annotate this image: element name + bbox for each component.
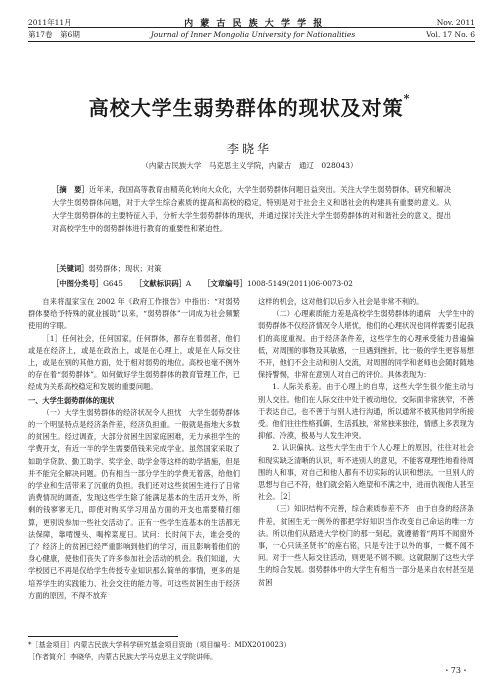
- abstract-text: 近年来，我国高等教育由精英化转向大众化，大学生弱势群体问题日益突出。关注大学生弱势群体，研究和解决大学生弱势群体问题，对于大学生综合素质的提高和高校的稳定，特别是对于社会主义和谐社会的构建具有重要的意义。从大学生弱势群体的主要特征入手，分析大学生弱势群体的现状，并通过探讨关注大学生弱势群体的对和谐社会的意义，提出对高校学生中的弱势群体进行教育的重要性和紧迫性。: [52, 185, 451, 233]
- title-footnote-mark: *: [403, 92, 411, 105]
- author-affiliation: （内蒙古民族大学 马克思主义学院，内蒙古 通辽 028043）: [141, 161, 358, 170]
- journal-name-cn: 内 蒙 古 民 族 大 学 学 报: [184, 19, 325, 29]
- footnote-rule: [28, 636, 178, 637]
- doc-code-text: A: [185, 279, 192, 288]
- article-id-label: ［文章编号］: [203, 279, 247, 288]
- volume-en: Vol. 17 No. 6: [426, 30, 475, 39]
- header-rule-thin: [28, 27, 475, 28]
- footnote-fund: *［基金项目］内蒙古民族大学科学研究基金项目资助（项目编号：MDX2010023）: [28, 641, 291, 649]
- footnote-author: ［作者简介］李晓华，内蒙古民族大学马克思主义学院讲师。: [28, 653, 217, 661]
- keywords-text: 弱势群体；现状；对策: [88, 264, 162, 273]
- class-text: G645: [103, 279, 123, 288]
- header-rule-thick: [28, 41, 475, 42]
- article-title-text: 高校大学生弱势群体的现状及对策: [88, 96, 404, 120]
- page-number: ・73・: [442, 666, 469, 675]
- abstract: [52, 183, 451, 235]
- body-paragraph: 自来将温家宝在 2002 年《政府工作报告》中指出：“对弱势群体要给予特殊的就业援助”以来，“弱势群体”一词成为社会频繁使用的字眼。: [28, 297, 240, 331]
- author-name: 李晓华: [226, 142, 272, 156]
- abstract-label: ［摘 要］: [52, 185, 89, 194]
- classification-line: [52, 279, 353, 289]
- volume-cn: 第17卷 第6期: [28, 30, 80, 39]
- body-paragraph: 这样的机会，这对他们以后步入社会是非常不利的。: [258, 297, 424, 306]
- class-label: ［中图分类号］: [52, 279, 104, 288]
- subsection-paragraph: （二）心理素质能力差是高校学生弱势群体的通病 大学生中的弱势群体不仅经济情况令人堪忧，他们的心理状况也同样需要引起我们的高度重视。由于经济条件差，这些学生的心理承受能力普遍偏低，对周围的事物及其敏感，一旦遇到挫折，比一般的学生更容易想不开，他们不会主动和别人交流，对周围的同学和老师也会随时随地保持警惕，非常在意别人对自己的评价。具体表现为：: [258, 309, 474, 380]
- article-title: [0, 92, 499, 121]
- subsection-paragraph: （三）知识结构不完善，综合素质参差不齐 由于自身的经济条件差，贫困生无一例外的都把学好知识当作改变自己命运的唯一方法。所以他们从踏进大学校门的那一刻起，就遵循着“两耳不闻窗外事，一心只读圣贤书”的座右铭，只是专注于以外的事，一概不闻不问。对于一些人际交往活动，则更是不屑不顾。这就限制了这些大学生的综合发展。弱势群体中的大学生有相当一部分是来自农村甚至是贫困: [258, 504, 474, 587]
- issue-date-cn: 2011年11月: [28, 18, 72, 27]
- keywords-label: ［关键词］: [52, 264, 89, 273]
- body-paragraph: 1. 人际关系差。由于心理上的自卑，这些大学生很少能主动与别人交往。他们在人际交往中处于被动地位，交际面非常狭窄，不善于表达自己，也不善于与别人进行沟通，所以通常不被其他同学所接受。他们往往性格孤僻，生活孤独，常常独来独往，情感上多表现为抑郁、冷漠，极易与人发生冲突。: [258, 382, 474, 441]
- body-column-right: [258, 296, 474, 589]
- keywords-line: [52, 264, 161, 274]
- running-header-bottom: [28, 29, 475, 40]
- journal-name-en: Journal of Inner Mongolia University for Nationalities: [150, 30, 356, 39]
- issue-date-en: Nov. 2011: [436, 18, 475, 27]
- doc-code-label: ［文献标识码］: [134, 279, 186, 288]
- article-id-text: 1008-5149(2011)06-0073-02: [246, 279, 353, 288]
- body-paragraph: ［1］任何社会，任何国家，任何群体，都存在着弱者，他们或是在经济上，或是在政治上，或是在心理上，或是在人际交往上，或是在别的其他方面，处于相对弱势的地位。高校也毫不例外的存在着“弱势群体”。如何做好学生弱势群体的教育管理工作，已经成为关系高校稳定和发展的重要问题。: [28, 333, 240, 392]
- section-heading: 一、大学生弱势群体的现状: [28, 395, 115, 405]
- body-paragraph: （一）大学生弱势群体的经济状况令人担忧 大学生弱势群体的一个明显特点是经济条件差，经济负担重。一般就是指地大多数的贫困生。经过调查，大部分贫困生因家庭困难，无力承担学生的学费开支，有近一半的学生需要借钱来完成学业。虽然国家采取了如助学贷款、勤工助学、奖学金、助学金等这样的助学措施，但是并不能完全解决问题。仍有相当一部分学生的学费无着落，给他们的学业和生活带来了沉重的负担。我们还对这些贫困生进行了日常消费情况的调查，发现这些学生除了能满足基本的生活开支外，所剩的钱寥寥无几，即使对购买学习用品方面的开支也需要精打细算，更别说参加一些社交活动了。正有一些学生连基本的生活都无法保障，靠啃馒头、喝榨菜度日。试问：长时间下去，谁会受的了？经济上的贫困已经严重影响到他们的学习，而且影响着他们的身心健康，使他们丧失了许多参加社会活动的机会。我们知道，大学校园已不再是仅给学生传授专业知识那么简单的事情，更多的是培养学生的实践能力、社会交往的能力等。可这些贫困生由于经济方面的原因，不得不放弃: [28, 407, 240, 600]
- body-paragraph: 2. 认识偏执。这些大学生由于个人心理上的原因，往往对社会和现实缺乏清晰的认识，听不进别人的意见，不能客观理性地看待周围的人和事，对自己和他人都有不切实际的认识和想法。一旦别人的思想与自己不符，他们就会陷入绝望和不满之中，进而仇视他人甚至社会。［2］: [258, 443, 474, 502]
- body-column-left: [28, 296, 240, 602]
